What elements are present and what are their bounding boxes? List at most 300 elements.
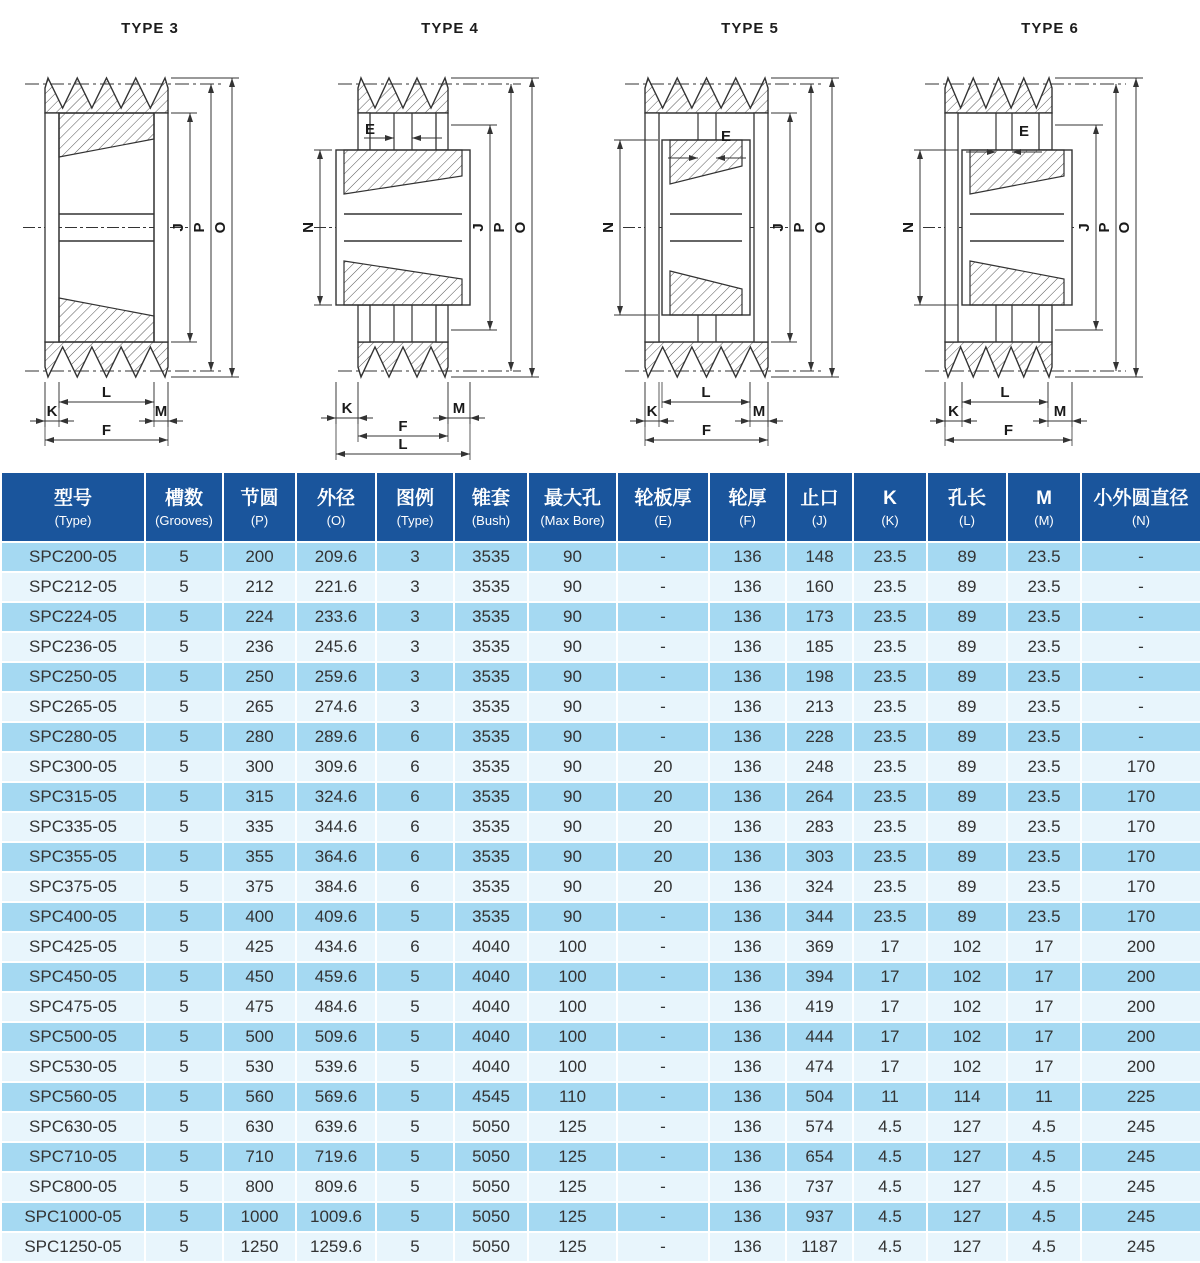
- svg-text:K: K: [341, 400, 353, 417]
- table-cell: 5: [145, 1022, 223, 1052]
- table-cell: 5: [145, 932, 223, 962]
- table-cell: 5050: [454, 1202, 528, 1232]
- table-cell: SPC224-05: [1, 602, 145, 632]
- table-cell: 4040: [454, 962, 528, 992]
- table-cell: 4.5: [853, 1142, 927, 1172]
- svg-text:K: K: [646, 403, 658, 420]
- table-cell: 3: [376, 542, 454, 572]
- table-cell: 5: [376, 992, 454, 1022]
- table-cell: 100: [528, 962, 617, 992]
- table-cell: -: [617, 1232, 709, 1262]
- table-cell: 23.5: [1007, 662, 1081, 692]
- table-row: [1, 842, 1200, 872]
- table-cell: 5: [376, 1202, 454, 1232]
- table-cell: 89: [927, 722, 1007, 752]
- table-cell: SPC710-05: [1, 1142, 145, 1172]
- table-cell: 23.5: [853, 812, 927, 842]
- column-header: 轮厚 (F): [709, 472, 786, 542]
- table-cell: 136: [709, 722, 786, 752]
- table-cell: 3535: [454, 602, 528, 632]
- table-cell: SPC236-05: [1, 632, 145, 662]
- table-cell: 5: [145, 692, 223, 722]
- table-cell: 136: [709, 662, 786, 692]
- table-cell: SPC530-05: [1, 1052, 145, 1082]
- svg-text:J: J: [470, 223, 487, 232]
- table-cell: SPC355-05: [1, 842, 145, 872]
- svg-text:E: E: [720, 128, 732, 145]
- table-cell: 136: [709, 602, 786, 632]
- table-cell: 265: [223, 692, 296, 722]
- table-cell: 136: [709, 752, 786, 782]
- table-cell: -: [1081, 722, 1200, 752]
- table-cell: 245: [1081, 1112, 1200, 1142]
- table-cell: 4.5: [1007, 1202, 1081, 1232]
- table-cell: 3535: [454, 782, 528, 812]
- table-cell: 89: [927, 842, 1007, 872]
- table-row: [1, 1232, 1200, 1262]
- table-row: [1, 1202, 1200, 1232]
- table-cell: 6: [376, 782, 454, 812]
- table-cell: 5: [376, 1052, 454, 1082]
- type4-diagram-cell: [300, 0, 600, 471]
- table-cell: 560: [223, 1082, 296, 1112]
- table-cell: 20: [617, 812, 709, 842]
- table-cell: SPC560-05: [1, 1082, 145, 1112]
- table-cell: 136: [709, 812, 786, 842]
- svg-text:M: M: [452, 400, 466, 417]
- table-cell: 23.5: [1007, 722, 1081, 752]
- table-cell: 569.6: [296, 1082, 376, 1112]
- table-cell: 5: [145, 632, 223, 662]
- table-cell: 102: [927, 1022, 1007, 1052]
- table-cell: SPC300-05: [1, 752, 145, 782]
- table-cell: SPC200-05: [1, 542, 145, 572]
- table-cell: 170: [1081, 812, 1200, 842]
- table-cell: 3: [376, 692, 454, 722]
- table-cell: 20: [617, 872, 709, 902]
- column-header: 小外圆直径 (N): [1081, 472, 1200, 542]
- svg-text:E: E: [1018, 123, 1030, 140]
- svg-text:P: P: [191, 222, 208, 233]
- table-cell: 303: [786, 842, 853, 872]
- table-cell: 509.6: [296, 1022, 376, 1052]
- type6-title: TYPE 6: [1021, 20, 1079, 37]
- table-cell: 100: [528, 992, 617, 1022]
- column-header: 槽数 (Grooves): [145, 472, 223, 542]
- table-row: [1, 572, 1200, 602]
- svg-text:N: N: [600, 222, 617, 233]
- table-row: [1, 752, 1200, 782]
- table-cell: 248: [786, 752, 853, 782]
- table-cell: 17: [853, 1022, 927, 1052]
- table-cell: 233.6: [296, 602, 376, 632]
- table-cell: 200: [1081, 1022, 1200, 1052]
- table-cell: 136: [709, 872, 786, 902]
- table-cell: SPC500-05: [1, 1022, 145, 1052]
- table-cell: 3535: [454, 662, 528, 692]
- table-cell: 200: [1081, 992, 1200, 1022]
- table-cell: 17: [853, 992, 927, 1022]
- svg-text:M: M: [154, 403, 168, 420]
- table-cell: 364.6: [296, 842, 376, 872]
- table-cell: 17: [853, 1052, 927, 1082]
- table-cell: -: [1081, 662, 1200, 692]
- table-cell: 89: [927, 692, 1007, 722]
- table-row: [1, 992, 1200, 1022]
- table-cell: 148: [786, 542, 853, 572]
- table-cell: 5050: [454, 1232, 528, 1262]
- table-cell: SPC1250-05: [1, 1232, 145, 1262]
- table-cell: 250: [223, 662, 296, 692]
- table-cell: 200: [1081, 932, 1200, 962]
- table-cell: 344.6: [296, 812, 376, 842]
- table-cell: 17: [853, 962, 927, 992]
- table-cell: 384.6: [296, 872, 376, 902]
- table-cell: -: [617, 602, 709, 632]
- svg-text:F: F: [398, 418, 408, 435]
- table-cell: 90: [528, 632, 617, 662]
- table-cell: -: [1081, 572, 1200, 602]
- table-cell: 4.5: [1007, 1142, 1081, 1172]
- column-header: M (M): [1007, 472, 1081, 542]
- table-cell: 654: [786, 1142, 853, 1172]
- table-cell: 125: [528, 1142, 617, 1172]
- column-header: 最大孔 (Max Bore): [528, 472, 617, 542]
- table-cell: 315: [223, 782, 296, 812]
- type3-title: TYPE 3: [121, 20, 179, 37]
- table-cell: 4.5: [853, 1232, 927, 1262]
- table-cell: 125: [528, 1172, 617, 1202]
- table-cell: 136: [709, 1172, 786, 1202]
- table-cell: 4.5: [853, 1112, 927, 1142]
- svg-text:O: O: [512, 221, 529, 234]
- table-cell: 264: [786, 782, 853, 812]
- type3-drawing: [0, 0, 300, 473]
- table-cell: SPC425-05: [1, 932, 145, 962]
- table-cell: SPC335-05: [1, 812, 145, 842]
- table-cell: 5: [145, 1112, 223, 1142]
- table-cell: 6: [376, 752, 454, 782]
- table-cell: 5: [145, 842, 223, 872]
- table-cell: 136: [709, 1082, 786, 1112]
- table-cell: 375: [223, 872, 296, 902]
- table-cell: 4.5: [1007, 1172, 1081, 1202]
- table-row: [1, 902, 1200, 932]
- table-cell: 5: [145, 722, 223, 752]
- table-cell: 173: [786, 602, 853, 632]
- table-cell: 4040: [454, 992, 528, 1022]
- table-cell: 5: [376, 1142, 454, 1172]
- table-cell: 5: [376, 902, 454, 932]
- column-header: 图例 (Type): [376, 472, 454, 542]
- table-cell: 23.5: [853, 842, 927, 872]
- svg-text:K: K: [948, 403, 959, 420]
- svg-text:L: L: [101, 384, 112, 401]
- table-cell: 5: [145, 1052, 223, 1082]
- column-header: 孔长 (L): [927, 472, 1007, 542]
- svg-text:L: L: [701, 384, 711, 401]
- column-header: 节圆 (P): [223, 472, 296, 542]
- table-cell: 23.5: [853, 602, 927, 632]
- type4-drawing: [300, 0, 600, 473]
- table-cell: 245: [1081, 1232, 1200, 1262]
- table-cell: -: [1081, 602, 1200, 632]
- table-cell: 20: [617, 752, 709, 782]
- type5-diagram-cell: [600, 0, 900, 471]
- svg-text:L: L: [398, 436, 408, 453]
- column-header: 轮板厚 (E): [617, 472, 709, 542]
- table-cell: 800: [223, 1172, 296, 1202]
- table-row: [1, 932, 1200, 962]
- table-cell: -: [617, 962, 709, 992]
- table-row: [1, 1052, 1200, 1082]
- table-cell: 136: [709, 782, 786, 812]
- table-cell: 1187: [786, 1232, 853, 1262]
- table-row: [1, 782, 1200, 812]
- table-cell: 4545: [454, 1082, 528, 1112]
- table-row: [1, 812, 1200, 842]
- table-cell: 400: [223, 902, 296, 932]
- pulley-diagrams: [0, 0, 1200, 471]
- table-cell: 23.5: [853, 692, 927, 722]
- table-cell: 809.6: [296, 1172, 376, 1202]
- table-cell: 20: [617, 842, 709, 872]
- table-row: [1, 1082, 1200, 1112]
- table-cell: 5050: [454, 1142, 528, 1172]
- svg-text:J: J: [1076, 223, 1093, 232]
- table-cell: 127: [927, 1172, 1007, 1202]
- table-cell: 324.6: [296, 782, 376, 812]
- table-cell: 170: [1081, 902, 1200, 932]
- table-cell: 459.6: [296, 962, 376, 992]
- table-cell: SPC1000-05: [1, 1202, 145, 1232]
- table-cell: -: [617, 632, 709, 662]
- table-cell: 5: [145, 1082, 223, 1112]
- table-cell: 90: [528, 872, 617, 902]
- table-cell: 344: [786, 902, 853, 932]
- table-cell: 5: [145, 962, 223, 992]
- table-cell: SPC280-05: [1, 722, 145, 752]
- table-cell: 475: [223, 992, 296, 1022]
- table-cell: 719.6: [296, 1142, 376, 1172]
- table-cell: 225: [1081, 1082, 1200, 1112]
- table-cell: 5: [376, 1172, 454, 1202]
- table-cell: 1259.6: [296, 1232, 376, 1262]
- table-cell: 6: [376, 932, 454, 962]
- table-cell: 23.5: [853, 902, 927, 932]
- table-cell: -: [617, 1052, 709, 1082]
- table-cell: 114: [927, 1082, 1007, 1112]
- table-cell: 23.5: [853, 752, 927, 782]
- table-cell: 170: [1081, 782, 1200, 812]
- svg-text:F: F: [701, 422, 712, 439]
- svg-text:E: E: [364, 121, 376, 138]
- column-header: 型号 (Type): [1, 472, 145, 542]
- table-cell: 136: [709, 1052, 786, 1082]
- table-cell: 102: [927, 932, 1007, 962]
- table-cell: 100: [528, 1052, 617, 1082]
- table-row: [1, 602, 1200, 632]
- svg-text:N: N: [900, 222, 917, 233]
- table-cell: 127: [927, 1232, 1007, 1262]
- table-cell: 639.6: [296, 1112, 376, 1142]
- table-cell: 23.5: [853, 782, 927, 812]
- table-cell: 574: [786, 1112, 853, 1142]
- table-row: [1, 1112, 1200, 1142]
- table-cell: 136: [709, 1112, 786, 1142]
- table-cell: 5: [145, 902, 223, 932]
- table-cell: 434.6: [296, 932, 376, 962]
- table-cell: 3535: [454, 692, 528, 722]
- svg-text:M: M: [752, 403, 766, 420]
- svg-text:P: P: [791, 222, 808, 233]
- table-cell: 90: [528, 662, 617, 692]
- table-cell: 212: [223, 572, 296, 602]
- table-cell: SPC212-05: [1, 572, 145, 602]
- table-cell: 937: [786, 1202, 853, 1232]
- table-cell: 136: [709, 932, 786, 962]
- table-cell: 23.5: [1007, 632, 1081, 662]
- table-cell: 3535: [454, 902, 528, 932]
- table-cell: 23.5: [1007, 842, 1081, 872]
- table-cell: 5: [376, 1082, 454, 1112]
- table-cell: -: [617, 1172, 709, 1202]
- table-cell: 530: [223, 1052, 296, 1082]
- table-cell: 369: [786, 932, 853, 962]
- table-cell: 89: [927, 632, 1007, 662]
- table-cell: -: [617, 572, 709, 602]
- svg-text:F: F: [101, 422, 112, 439]
- table-cell: 6: [376, 722, 454, 752]
- svg-text:O: O: [812, 221, 829, 234]
- table-row: [1, 722, 1200, 752]
- table-cell: 89: [927, 812, 1007, 842]
- table-cell: 6: [376, 842, 454, 872]
- table-cell: 5050: [454, 1172, 528, 1202]
- table-cell: SPC315-05: [1, 782, 145, 812]
- table-cell: 324: [786, 872, 853, 902]
- table-cell: 89: [927, 782, 1007, 812]
- table-cell: SPC450-05: [1, 962, 145, 992]
- table-cell: 136: [709, 1022, 786, 1052]
- table-cell: 89: [927, 602, 1007, 632]
- table-cell: 125: [528, 1112, 617, 1142]
- table-cell: 5050: [454, 1112, 528, 1142]
- table-cell: SPC800-05: [1, 1172, 145, 1202]
- table-cell: 425: [223, 932, 296, 962]
- table-cell: 23.5: [1007, 572, 1081, 602]
- table-cell: 3535: [454, 872, 528, 902]
- svg-text:O: O: [212, 221, 229, 234]
- table-cell: 335: [223, 812, 296, 842]
- type4-title: TYPE 4: [421, 20, 479, 37]
- table-cell: 23.5: [1007, 872, 1081, 902]
- table-cell: 6: [376, 812, 454, 842]
- table-cell: 136: [709, 632, 786, 662]
- table-cell: 5: [145, 872, 223, 902]
- table-cell: 90: [528, 752, 617, 782]
- table-row: [1, 692, 1200, 722]
- table-cell: -: [1081, 692, 1200, 722]
- table-row: [1, 872, 1200, 902]
- table-cell: SPC400-05: [1, 902, 145, 932]
- table-cell: 259.6: [296, 662, 376, 692]
- table-cell: -: [617, 992, 709, 1022]
- table-cell: 6: [376, 872, 454, 902]
- table-cell: 90: [528, 602, 617, 632]
- table-cell: 3: [376, 632, 454, 662]
- table-cell: 1000: [223, 1202, 296, 1232]
- table-cell: 90: [528, 782, 617, 812]
- table-cell: 11: [1007, 1082, 1081, 1112]
- table-cell: 213: [786, 692, 853, 722]
- type5-title: TYPE 5: [721, 20, 779, 37]
- table-cell: 504: [786, 1082, 853, 1112]
- table-cell: 89: [927, 872, 1007, 902]
- table-cell: 17: [1007, 962, 1081, 992]
- table-cell: 127: [927, 1112, 1007, 1142]
- table-cell: -: [617, 662, 709, 692]
- table-cell: 170: [1081, 842, 1200, 872]
- table-cell: 23.5: [853, 542, 927, 572]
- table-cell: 17: [853, 932, 927, 962]
- type6-diagram-cell: [900, 0, 1200, 471]
- table-cell: 102: [927, 962, 1007, 992]
- table-cell: 198: [786, 662, 853, 692]
- table-cell: 90: [528, 812, 617, 842]
- table-cell: 3: [376, 602, 454, 632]
- table-cell: 3535: [454, 842, 528, 872]
- table-cell: -: [617, 1022, 709, 1052]
- table-cell: -: [617, 1112, 709, 1142]
- table-cell: -: [617, 1202, 709, 1232]
- table-cell: 20: [617, 782, 709, 812]
- table-cell: 5: [145, 752, 223, 782]
- type5-drawing: [600, 0, 900, 473]
- table-cell: 245: [1081, 1172, 1200, 1202]
- table-cell: 125: [528, 1232, 617, 1262]
- table-cell: 89: [927, 542, 1007, 572]
- table-cell: 136: [709, 572, 786, 602]
- table-cell: 309.6: [296, 752, 376, 782]
- table-row: [1, 1022, 1200, 1052]
- table-cell: 17: [1007, 992, 1081, 1022]
- svg-text:J: J: [770, 223, 787, 232]
- spec-table: [0, 471, 1200, 1263]
- table-cell: 90: [528, 842, 617, 872]
- table-cell: 710: [223, 1142, 296, 1172]
- table-cell: 4.5: [853, 1202, 927, 1232]
- table-cell: 209.6: [296, 542, 376, 572]
- table-cell: 5: [145, 992, 223, 1022]
- table-cell: 136: [709, 692, 786, 722]
- table-cell: 125: [528, 1202, 617, 1232]
- table-cell: 1250: [223, 1232, 296, 1262]
- table-cell: 136: [709, 902, 786, 932]
- table-row: [1, 1142, 1200, 1172]
- table-cell: 89: [927, 662, 1007, 692]
- table-cell: 221.6: [296, 572, 376, 602]
- table-cell: 23.5: [853, 572, 927, 602]
- table-cell: -: [617, 722, 709, 752]
- table-cell: 3535: [454, 542, 528, 572]
- table-cell: SPC475-05: [1, 992, 145, 1022]
- type6-drawing: [900, 0, 1200, 473]
- table-cell: 274.6: [296, 692, 376, 722]
- table-row: [1, 1172, 1200, 1202]
- table-cell: -: [1081, 632, 1200, 662]
- table-cell: 245.6: [296, 632, 376, 662]
